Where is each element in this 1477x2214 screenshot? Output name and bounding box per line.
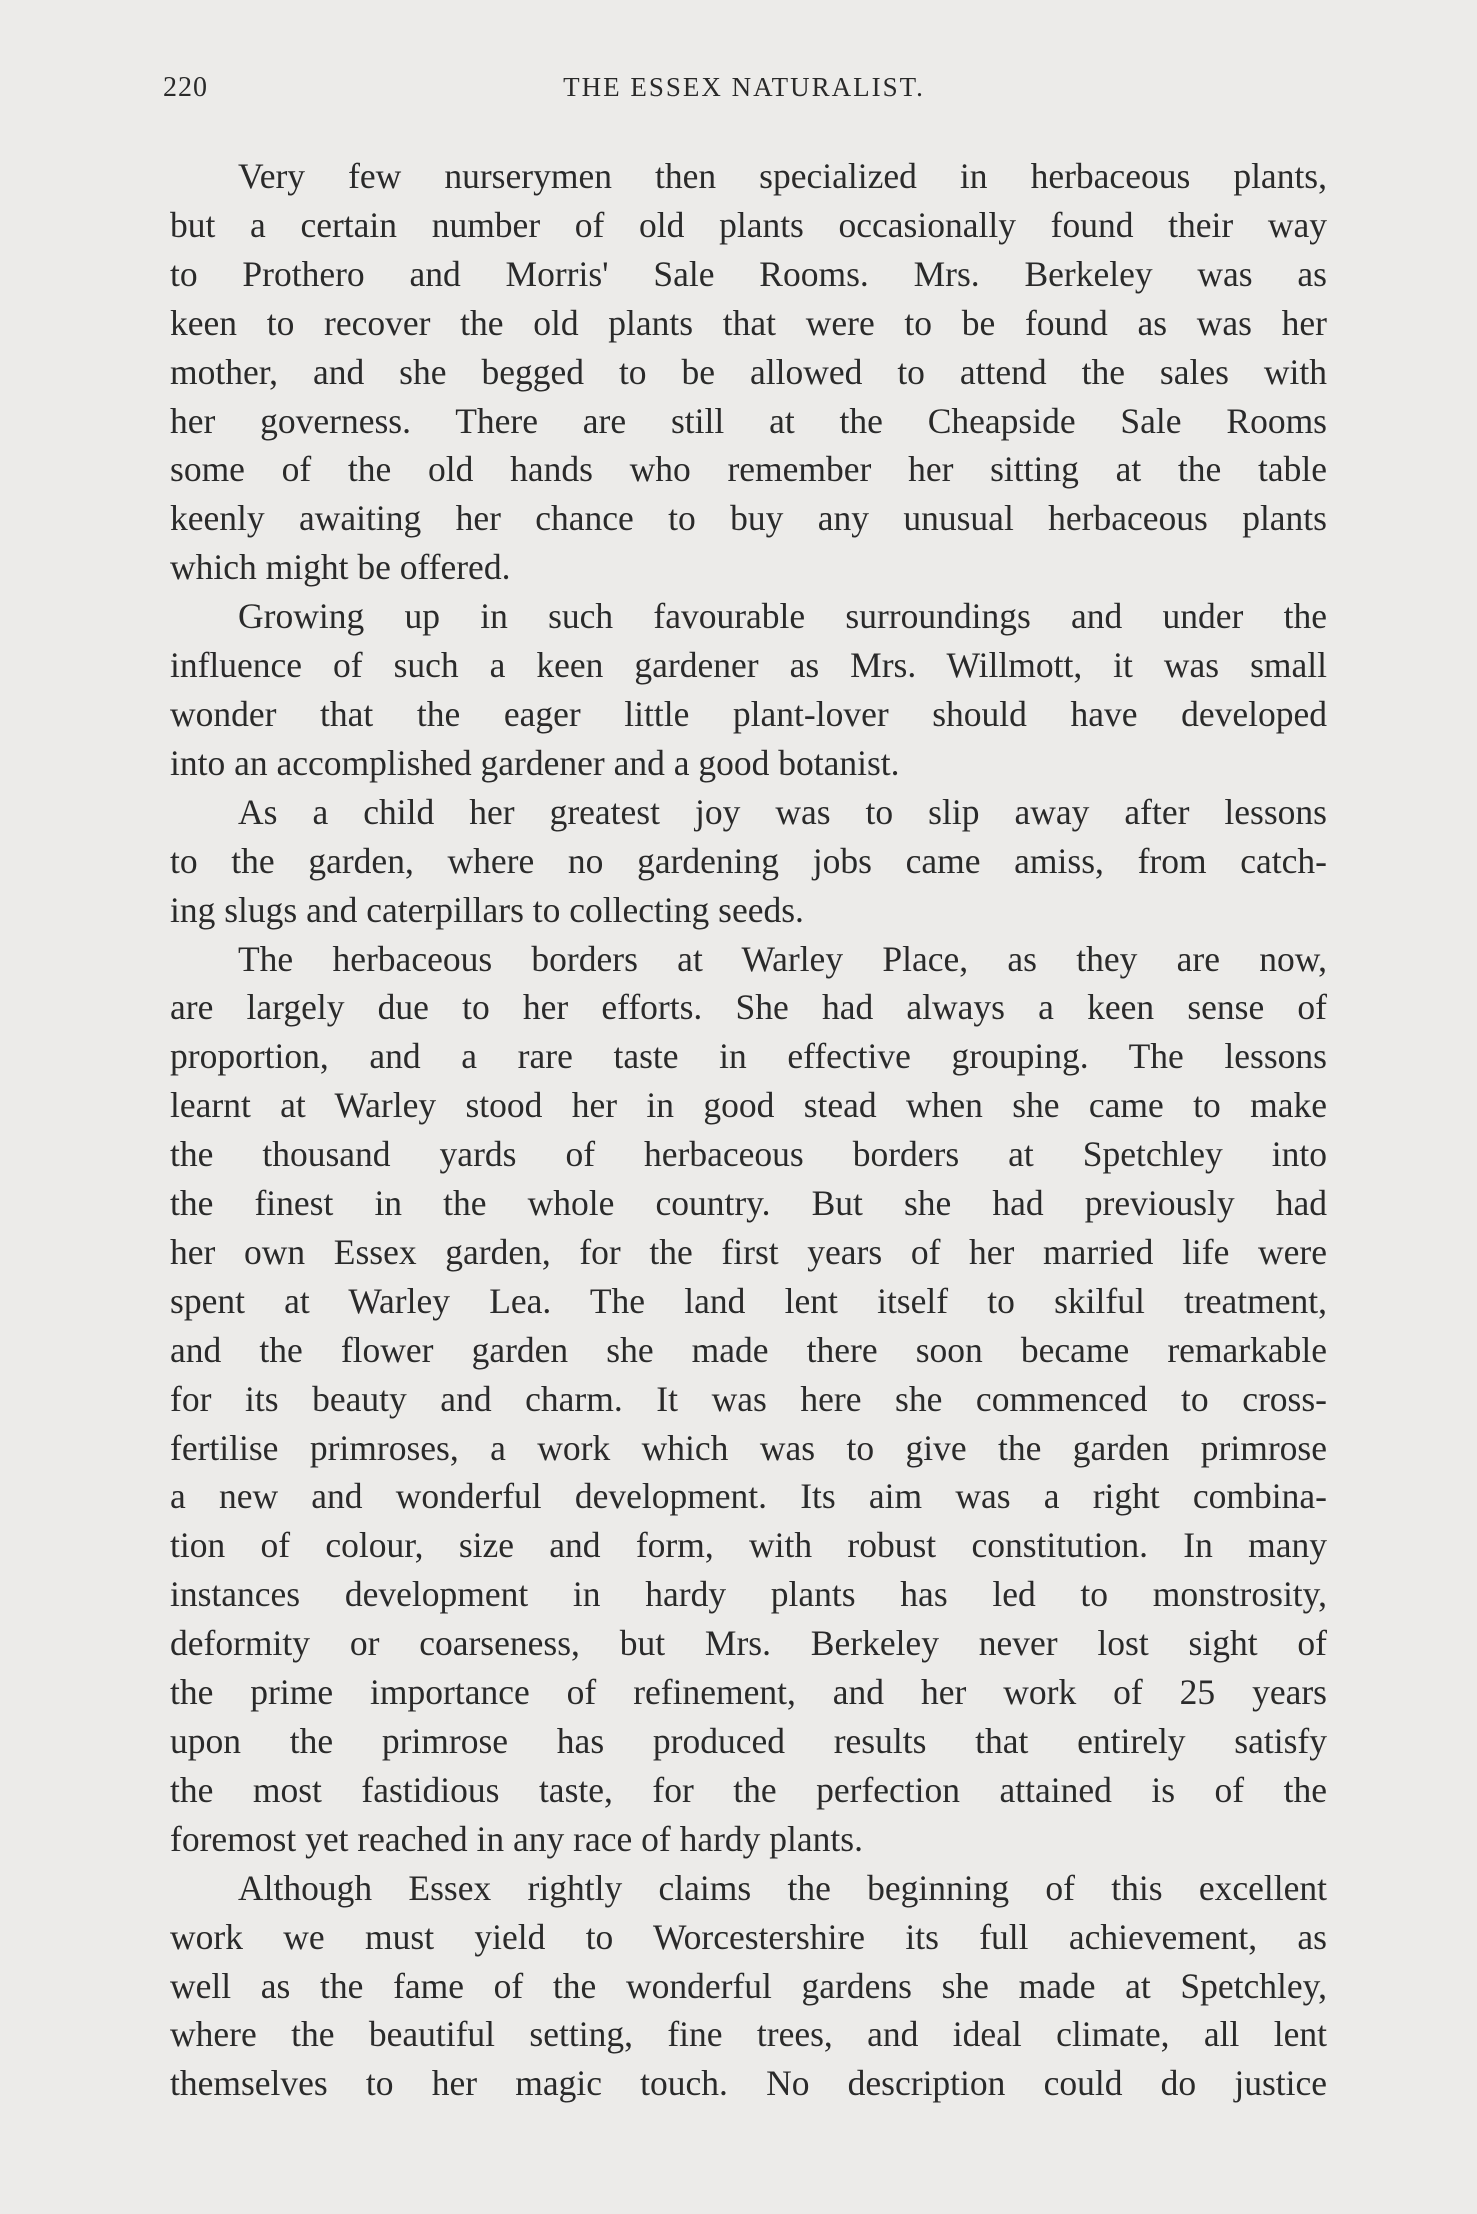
text-line: the prime importance of refinement, and her work of 25 years bbox=[170, 1672, 1327, 1713]
journal-title: THE ESSEX NATURALIST. bbox=[563, 72, 925, 102]
text-line: into an accomplished gardener and a good botanist. bbox=[170, 742, 900, 783]
text-line: the thousand yards of herbaceous borders at Spetchley into bbox=[170, 1134, 1327, 1175]
text-line: Very few nurserymen then specialized in herbaceous plants, bbox=[238, 156, 1327, 196]
text-line: keenly awaiting her chance to buy any unusual herbaceous plants bbox=[170, 498, 1327, 539]
text-line: the most fastidious taste, for the perfection attained is of the bbox=[170, 1769, 1327, 1810]
text-line: tion of colour, size and form, with robust constitution. In many bbox=[170, 1525, 1327, 1566]
text-line: but a certain number of old plants occasionally found their way bbox=[170, 204, 1327, 245]
text-line: Although Essex rightly claims the beginning of this excellent bbox=[238, 1867, 1327, 1908]
text-line: well as the fame of the wonderful gardens she made at Spetchley, bbox=[170, 1965, 1327, 2006]
text-line: which might be offered. bbox=[170, 547, 511, 588]
text-line: to the garden, where no gardening jobs came amiss, from catch- bbox=[170, 840, 1327, 881]
text-line: wonder that the eager little plant-lover should have developed bbox=[170, 693, 1327, 734]
text-line: fertilise primroses, a work which was to give the garden primrose bbox=[170, 1427, 1327, 1468]
text-line: are largely due to her efforts. She had always a keen sense of bbox=[170, 987, 1327, 1028]
text-line: Growing up in such favourable surroundings and under the bbox=[238, 596, 1327, 637]
text-line: mother, and she begged to be allowed to attend the sales with bbox=[170, 351, 1327, 392]
text-line: deformity or coarseness, but Mrs. Berkeley never lost sight of bbox=[170, 1623, 1327, 1664]
text-line: The herbaceous borders at Warley Place, as they are now, bbox=[238, 938, 1327, 979]
text-line: work we must yield to Worcestershire its full achievement, as bbox=[170, 1916, 1327, 1957]
paragraph bbox=[170, 788, 1327, 935]
text-line: where the beautiful setting, fine trees, and ideal climate, all lent bbox=[170, 2014, 1327, 2055]
text-line: foremost yet reached in any race of hardy plants. bbox=[170, 1818, 863, 1859]
article-body bbox=[170, 152, 1327, 2108]
text-line: for its beauty and charm. It was here she commenced to cross- bbox=[170, 1378, 1327, 1419]
text-line: learnt at Warley stood her in good stead when she came to make bbox=[170, 1085, 1327, 1126]
text-line: to Prothero and Morris' Sale Rooms. Mrs. Berkeley was as bbox=[170, 253, 1327, 294]
text-line: instances development in hardy plants has led to monstrosity, bbox=[170, 1574, 1327, 1615]
text-line: upon the primrose has produced results that entirely satisfy bbox=[170, 1721, 1327, 1761]
text-line: proportion, and a rare taste in effective grouping. The lessons bbox=[170, 1036, 1327, 1077]
text-line: her governess. There are still at the Cheapside Sale Rooms bbox=[170, 400, 1327, 441]
text-line: influence of such a keen gardener as Mrs. Willmott, it was small bbox=[170, 645, 1327, 686]
text-line: and the flower garden she made there soon became remarkable bbox=[170, 1329, 1327, 1370]
text-line: keen to recover the old plants that were to be found as was her bbox=[170, 302, 1327, 343]
text-line: her own Essex garden, for the first years of her married life were bbox=[170, 1231, 1327, 1272]
text-line: As a child her greatest joy was to slip away after lessons bbox=[238, 791, 1327, 832]
text-line: themselves to her magic touch. No description could do justice bbox=[170, 2063, 1327, 2104]
paragraph bbox=[170, 935, 1327, 1864]
text-line: spent at Warley Lea. The land lent itself to skilful treatment, bbox=[170, 1280, 1327, 1321]
text-line: the finest in the whole country. But she had previously had bbox=[170, 1183, 1327, 1224]
paragraph bbox=[170, 592, 1327, 788]
text-line: ing slugs and caterpillars to collecting seeds. bbox=[170, 889, 804, 930]
page-number: 220 bbox=[163, 72, 208, 103]
text-line: some of the old hands who remember her sitting at the table bbox=[170, 449, 1327, 490]
paragraph bbox=[170, 1864, 1327, 2109]
text-line: a new and wonderful development. Its aim was a right combina- bbox=[170, 1476, 1327, 1517]
running-head bbox=[163, 72, 1325, 112]
paragraph bbox=[170, 152, 1327, 592]
